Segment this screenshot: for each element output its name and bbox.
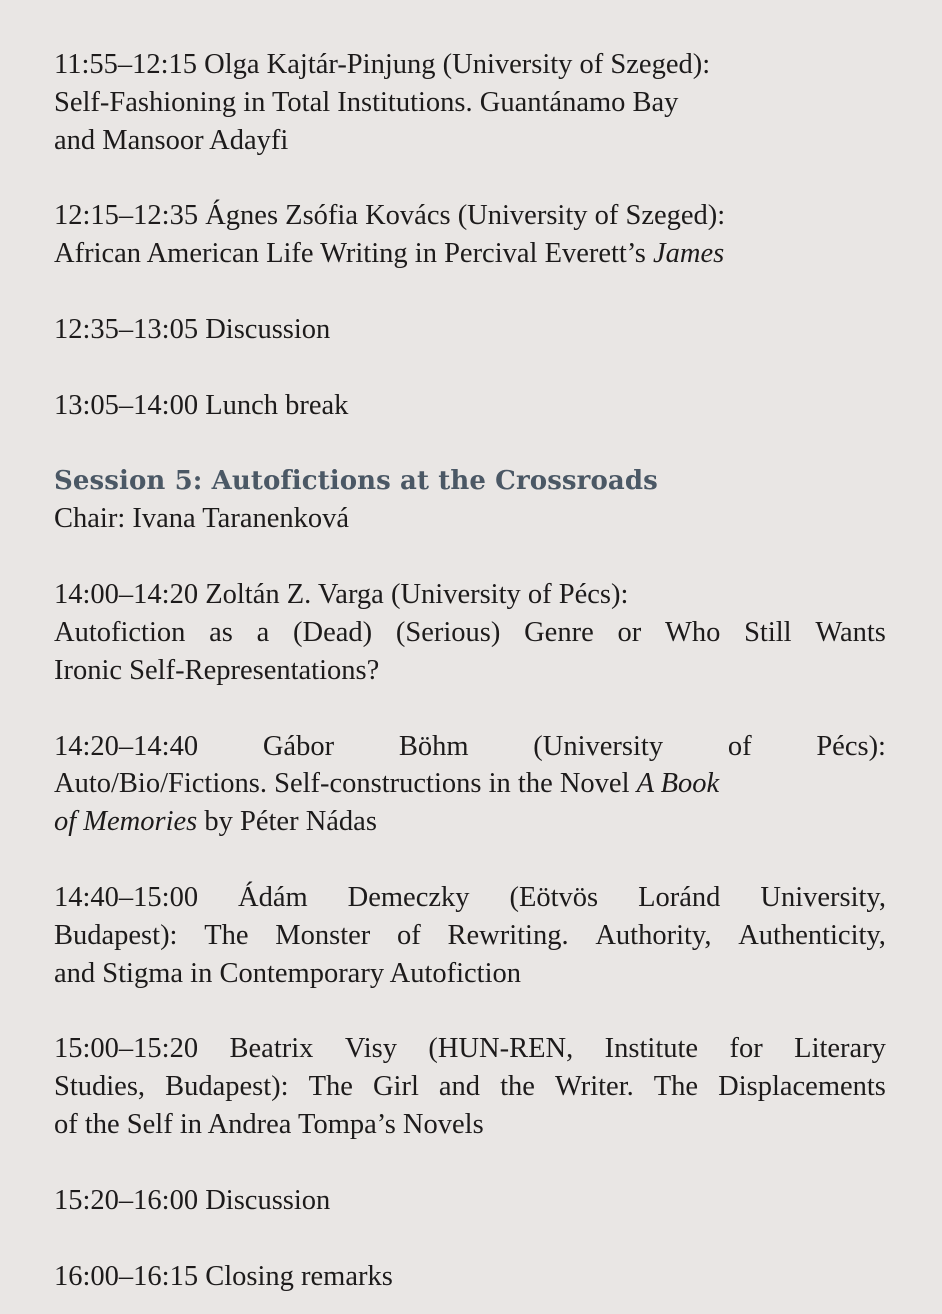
word: and — [438, 1071, 481, 1103]
book-title: James — [653, 238, 725, 270]
word: Studies, — [54, 1071, 146, 1103]
word: University, — [760, 881, 886, 913]
word: Gábor — [262, 730, 335, 762]
word: Autofiction — [54, 616, 186, 648]
word: Pécs): — [816, 730, 886, 762]
word: Authenticity, — [738, 919, 886, 951]
spacer — [54, 992, 886, 1030]
word: Ádám — [238, 881, 308, 913]
session-title: Session 5: Autofictions at the Crossroads — [54, 465, 658, 496]
entry-line: and Mansoor Adayfi — [54, 124, 289, 156]
session-chair: Chair: Ivana Taranenková — [54, 503, 350, 535]
spacer — [54, 425, 886, 463]
word: Who — [664, 616, 721, 648]
entry-line: Self-Fashioning in Total Institutions. Guantánamo Bay — [54, 86, 679, 118]
spacer — [54, 690, 886, 728]
word: Girl — [372, 1071, 419, 1103]
word: Budapest): — [54, 919, 178, 951]
entry-line-justified — [54, 728, 886, 766]
spacer — [54, 841, 886, 879]
entry-line-justified — [54, 614, 886, 652]
word: The — [653, 1071, 699, 1103]
word: Institute — [604, 1033, 699, 1065]
word: (HUN-REN, — [428, 1033, 574, 1065]
word: for — [729, 1033, 763, 1065]
word: Still — [744, 616, 792, 648]
entry-line: and Stigma in Contemporary Autofiction — [54, 957, 522, 989]
word: (Serious) — [395, 616, 501, 648]
entry-line: 14:00–14:20 Zoltán Z. Varga (University of Pécs): — [54, 579, 629, 611]
word: Loránd — [638, 881, 721, 913]
book-title: A Book — [636, 768, 720, 800]
spacer — [54, 159, 886, 197]
word: Genre — [524, 616, 594, 648]
program-page — [54, 46, 886, 1295]
word: Literary — [794, 1033, 886, 1065]
entry-line: 12:15–12:35 Ágnes Zsófia Kovács (University of Szeged): — [54, 200, 726, 232]
word: 14:20–14:40 — [54, 730, 199, 762]
word: Authority, — [595, 919, 712, 951]
entry-line-justified — [54, 917, 886, 955]
entry-text: African American Life Writing in Percival Everett’s — [54, 238, 653, 270]
program-entry-varga — [54, 576, 886, 689]
program-entry-visy — [54, 1030, 886, 1143]
entry-text: by Péter Nádas — [197, 806, 377, 838]
entry-line: 11:55–12:15 Olga Kajtár-Pinjung (University of Szeged): — [54, 49, 711, 80]
entry-line — [54, 803, 886, 841]
spacer — [54, 538, 886, 576]
entry-line: Ironic Self-Representations? — [54, 654, 380, 686]
entry-line-justified — [54, 879, 886, 917]
program-entry-bohm — [54, 728, 886, 841]
word: a — [256, 616, 270, 648]
word: 15:00–15:20 — [54, 1033, 199, 1065]
entry-text: Auto/Bio/Fictions. Self-constructions in the Novel — [54, 768, 637, 800]
word: The — [204, 919, 249, 951]
entry-line — [54, 235, 886, 273]
word: (University — [533, 730, 664, 762]
word: (Dead) — [293, 616, 373, 648]
word: Böhm — [398, 730, 469, 762]
spacer — [54, 1220, 886, 1258]
word: the — [500, 1071, 535, 1103]
spacer — [54, 273, 886, 311]
word: Beatrix — [229, 1033, 314, 1065]
word: (Eötvös — [509, 881, 599, 913]
word: of — [727, 730, 752, 762]
word: or — [617, 616, 642, 648]
program-entry-kovacs — [54, 197, 886, 273]
word: of — [397, 919, 421, 951]
entry-line-justified — [54, 1068, 886, 1106]
spacer — [54, 1144, 886, 1182]
word: Budapest): — [165, 1071, 289, 1103]
word: The — [308, 1071, 353, 1103]
program-entry-discussion: 15:20–16:00 Discussion — [54, 1184, 331, 1216]
entry-line: of the Self in Andrea Tompa’s Novels — [54, 1108, 484, 1140]
entry-line-justified — [54, 1030, 886, 1068]
program-entry-lunch: 13:05–14:00 Lunch break — [54, 389, 349, 421]
spacer — [54, 349, 886, 387]
program-entry-closing: 16:00–16:15 Closing remarks — [54, 1260, 393, 1292]
word: Demeczky — [347, 881, 470, 913]
word: Visy — [344, 1033, 397, 1065]
word: Wants — [815, 616, 886, 648]
entry-line — [54, 765, 886, 803]
program-entry-discussion: 12:35–13:05 Discussion — [54, 313, 331, 345]
program-entry-kajtar — [54, 46, 886, 159]
word: Monster — [275, 919, 371, 951]
book-title: of Memories — [54, 806, 198, 838]
program-entry-demeczky — [54, 879, 886, 992]
word: 14:40–15:00 — [54, 881, 199, 913]
word: Writer. — [554, 1071, 634, 1103]
word: Rewriting. — [447, 919, 569, 951]
word: Displacements — [718, 1071, 886, 1103]
word: as — [209, 616, 233, 648]
